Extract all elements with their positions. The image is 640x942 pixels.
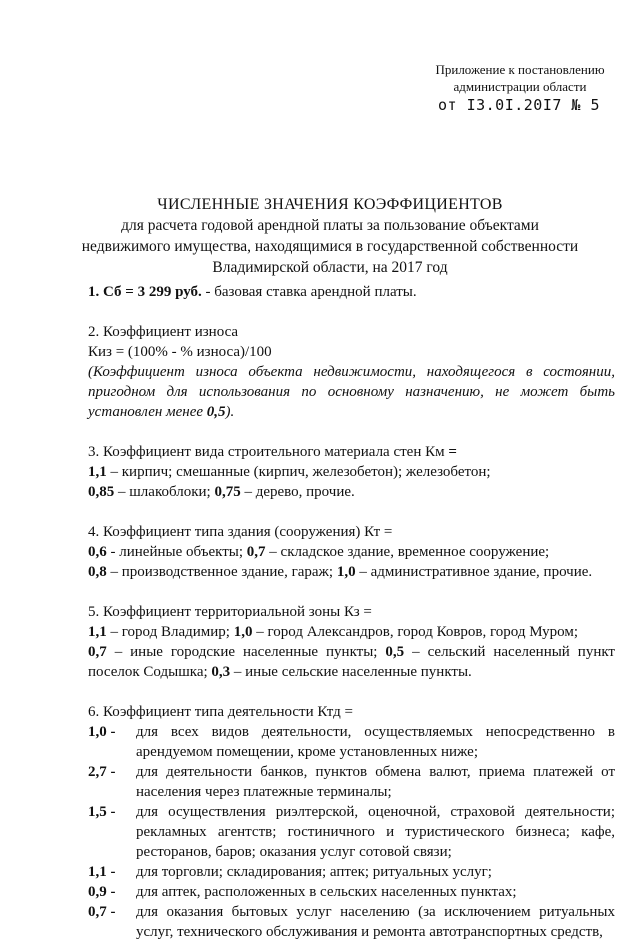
list-item bbox=[88, 862, 615, 882]
section-5-line-1 bbox=[88, 622, 615, 642]
list-item bbox=[88, 722, 615, 762]
section-5-text-1: – город Владимир; bbox=[106, 624, 234, 640]
section-5-heading: 5. Коэффициент территориальной зоны Кз = bbox=[88, 604, 372, 620]
section-5-value-5: 0,3 bbox=[211, 664, 231, 680]
list-item bbox=[88, 802, 615, 862]
section-5-line-2 bbox=[88, 642, 615, 682]
section-3-text-1: – кирпич; смешанные (кирпич, железобетон); железобетон; bbox=[106, 464, 491, 480]
section-4-value-1: 0,6 bbox=[88, 544, 107, 560]
section-4-value-3: 0,8 bbox=[88, 564, 107, 580]
section-4-text-3: – производственное здание, гараж; bbox=[106, 564, 337, 580]
section-1-prefix: 1. Сб bbox=[88, 284, 122, 300]
section-2-note-value: 0,5 bbox=[206, 404, 226, 420]
section-5-value-1: 1,1 bbox=[88, 624, 107, 640]
list-item bbox=[88, 882, 615, 902]
list-item-text: для аптек, расположенных в сельских населенных пунктах; bbox=[136, 884, 517, 900]
list-item-value: 1,1 - bbox=[88, 864, 116, 880]
section-3-wall-material-coefficient bbox=[88, 442, 615, 502]
section-5-text-5: – иные сельские населенные пункты. bbox=[230, 664, 472, 680]
section-3-value-1: 1,1 bbox=[88, 464, 107, 480]
section-3-text-2: – шлакоблоки; bbox=[114, 484, 215, 500]
section-5-value-4: 0,5 bbox=[385, 644, 405, 660]
section-2-note bbox=[88, 362, 615, 422]
document-title bbox=[60, 194, 600, 278]
section-4-text-2: – складское здание, временное сооружение; bbox=[265, 544, 550, 560]
section-1-suffix: - базовая ставка арендной платы. bbox=[201, 284, 417, 300]
section-4-line-2 bbox=[88, 562, 615, 582]
section-3-heading-eq: = bbox=[448, 444, 457, 460]
section-4-heading: 4. Коэффициент типа здания (сооружения) Кт = bbox=[88, 524, 393, 540]
decree-date-stamp: от I3.0I.20I7 № 5 bbox=[438, 96, 601, 114]
list-item bbox=[88, 762, 615, 802]
section-5-text-2: – город Александров, город Ковров, город Муром; bbox=[252, 624, 579, 640]
section-6-heading: 6. Коэффициент типа деятельности Ктд = bbox=[88, 704, 353, 720]
section-3-line-2 bbox=[88, 482, 615, 502]
list-item-text: для осуществления риэлтерской, оценочной, страховой деятельности; рекламных агентств; гостиничного и туристического бизнеса; кафе, ресторанов, баров; оказания услуг сотовой связи; bbox=[136, 804, 615, 860]
section-4-value-4: 1,0 bbox=[336, 564, 356, 580]
title-main: ЧИСЛЕННЫЕ ЗНАЧЕНИЯ КОЭФФИЦИЕНТОВ bbox=[157, 196, 503, 213]
list-item-value: 0,7 - bbox=[88, 904, 116, 920]
section-3-heading bbox=[88, 442, 615, 462]
list-item-value: 0,9 - bbox=[88, 884, 116, 900]
activity-coefficient-list bbox=[88, 722, 615, 942]
section-3-value-2: 0,85 bbox=[88, 484, 115, 500]
section-3-value-3: 0,75 bbox=[214, 484, 241, 500]
section-2-formula: Киз = (100% - % износа)/100 bbox=[88, 344, 272, 360]
section-1-base-rate bbox=[88, 282, 615, 302]
section-4-building-type-coefficient bbox=[88, 522, 615, 582]
section-2-note-text: (Коэффициент износа объекта недвижимости, находящегося в состоянии, пригодном для использования по основному назначению, не может быть установлен менее bbox=[88, 364, 615, 420]
appendix-line-1: Приложение к постановлению bbox=[435, 62, 605, 77]
appendix-header bbox=[430, 61, 610, 114]
section-2-wear-coefficient bbox=[88, 322, 615, 422]
appendix-line-2: администрации области bbox=[453, 79, 587, 94]
list-item-value: 1,0 - bbox=[88, 724, 116, 740]
title-line-4: Владимирской области, на 2017 год bbox=[212, 259, 448, 276]
document-body bbox=[88, 282, 615, 942]
section-5-territorial-zone-coefficient bbox=[88, 602, 615, 682]
list-item-value: 1,5 - bbox=[88, 804, 116, 820]
list-item bbox=[88, 902, 615, 942]
list-item-value: 2,7 - bbox=[88, 764, 116, 780]
section-2-note-end: ). bbox=[225, 404, 235, 420]
section-5-value-3: 0,7 bbox=[88, 644, 107, 660]
section-4-text-1: - линейные объекты; bbox=[106, 544, 247, 560]
section-5-text-4: – сельский населенный пункт поселок Содышка; bbox=[88, 644, 615, 680]
title-line-3: недвижимого имущества, находящимися в государственной собственности bbox=[81, 238, 579, 255]
section-6-activity-type-coefficient bbox=[88, 702, 615, 942]
section-3-line-1 bbox=[88, 462, 615, 482]
title-line-2: для расчета годовой арендной платы за пользование объектами bbox=[121, 217, 539, 234]
list-item-text: для всех видов деятельности, осуществляемых непосредственно в арендуемом помещении, кроме установленных ниже; bbox=[136, 724, 615, 760]
section-4-line-1 bbox=[88, 542, 615, 562]
section-5-value-2: 1,0 bbox=[233, 624, 253, 640]
list-item-text: для торговли; складирования; аптек; ритуальных услуг; bbox=[136, 864, 492, 880]
section-3-text-3: – дерево, прочие. bbox=[240, 484, 355, 500]
section-1-amount: = 3 299 руб. bbox=[125, 284, 202, 300]
list-item-text: для оказания бытовых услуг населению (за исключением ритуальных услуг, технического обслуживания и ремонта автотранспортных средств, bbox=[136, 904, 615, 940]
section-4-value-2: 0,7 bbox=[246, 544, 266, 560]
section-5-text-3: – иные городские населенные пункты; bbox=[106, 644, 386, 660]
list-item-text: для деятельности банков, пунктов обмена валют, приема платежей от населения через платежные терминалы; bbox=[136, 764, 615, 800]
section-3-heading-text: 3. Коэффициент вида строительного материала стен Км bbox=[88, 444, 449, 460]
section-2-heading: 2. Коэффициент износа bbox=[88, 324, 239, 340]
section-4-text-4: – административное здание, прочие. bbox=[355, 564, 593, 580]
